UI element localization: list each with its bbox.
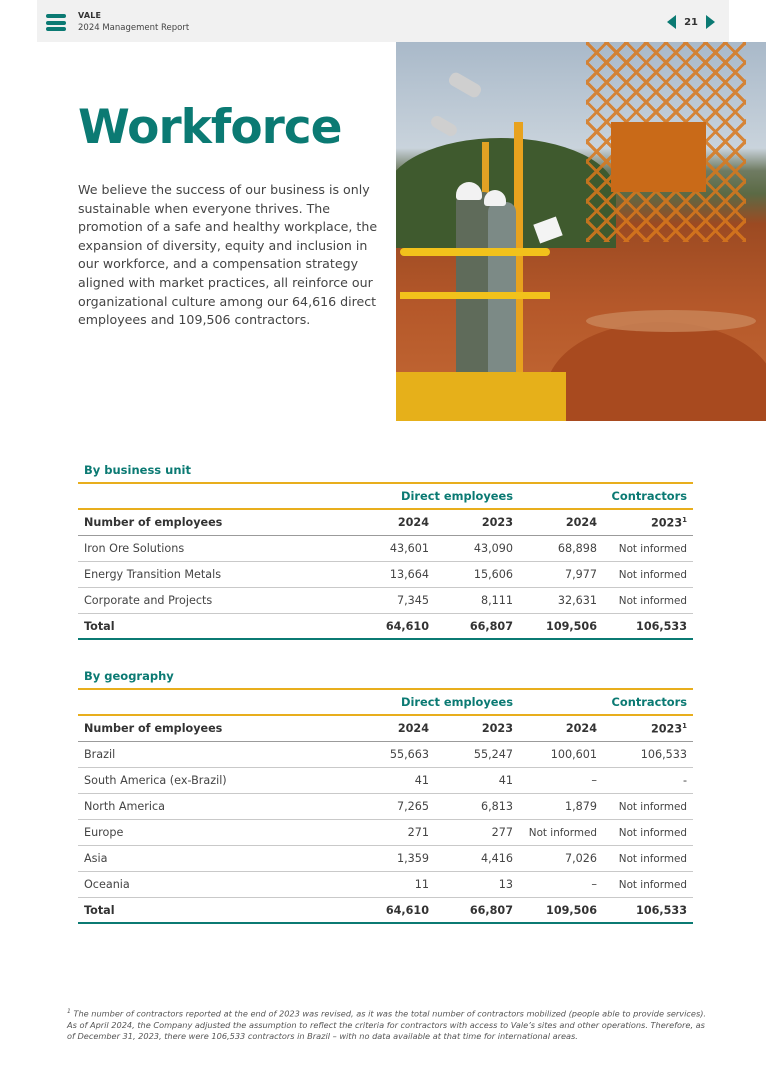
cell: 109,506 bbox=[519, 898, 603, 924]
cell: 66,807 bbox=[435, 614, 519, 640]
cell: 64,610 bbox=[349, 898, 435, 924]
column-header: Number of employees bbox=[78, 715, 349, 742]
table-year-header bbox=[78, 715, 693, 742]
page-title: Workforce bbox=[78, 100, 342, 155]
cell: – bbox=[519, 872, 603, 898]
intro-paragraph: We believe the success of our business is only sustainable when everyone thrives. The promotion of a safe and healthy workplace, the expansion of diversity, equity and inclusion in our workforce, and a compensation strategy aligned with market practices, all reinforce our organizational culture among our 64,616 direct employees and 109,506 contractors. bbox=[78, 182, 378, 328]
row-label: Total bbox=[78, 898, 349, 924]
cell: 7,345 bbox=[349, 588, 435, 614]
business-unit-label: By business unit bbox=[84, 463, 191, 477]
footnote bbox=[67, 1006, 707, 1043]
header-bar bbox=[37, 0, 729, 42]
cell: 32,631 bbox=[519, 588, 603, 614]
cell: 109,506 bbox=[519, 614, 603, 640]
cell: 7,265 bbox=[349, 794, 435, 820]
table-group-header bbox=[78, 689, 693, 715]
table-total-row bbox=[78, 614, 693, 640]
cell: Not informed bbox=[603, 794, 693, 820]
direct-employees-header: Direct employees bbox=[349, 689, 519, 715]
cell: 277 bbox=[435, 820, 519, 846]
menu-icon[interactable] bbox=[46, 14, 66, 31]
cell: - bbox=[603, 768, 693, 794]
cell: Not informed bbox=[603, 846, 693, 872]
cell: 1,359 bbox=[349, 846, 435, 872]
cell: 4,416 bbox=[435, 846, 519, 872]
page-number: 21 bbox=[684, 16, 698, 28]
footnote-marker: 1 bbox=[682, 721, 687, 730]
cell: 1,879 bbox=[519, 794, 603, 820]
workers-at-mine-photo bbox=[396, 42, 766, 421]
year-header: 2023 bbox=[435, 509, 519, 536]
footnote-text: The number of contractors reported at the end of 2023 was revised, as it was the total number of contractors mobilized (people able to provide services). As of April 2024, the Company adjusted the assumption to reflect the criteria for contractors with access to Vale’s sites and other operations. Therefore, as of December 31, 2023, there were 106,533 contractors in Brazil – with no data available at that time for international areas. bbox=[67, 1008, 707, 1042]
cell: 271 bbox=[349, 820, 435, 846]
cell: 6,813 bbox=[435, 794, 519, 820]
cell: 55,663 bbox=[349, 742, 435, 768]
table-row bbox=[78, 588, 693, 614]
table-row bbox=[78, 872, 693, 898]
cell: 13 bbox=[435, 872, 519, 898]
cell: 55,247 bbox=[435, 742, 519, 768]
year-header: 2024 bbox=[519, 715, 603, 742]
row-label: Corporate and Projects bbox=[78, 588, 349, 614]
cell: 66,807 bbox=[435, 898, 519, 924]
direct-employees-header: Direct employees bbox=[349, 483, 519, 509]
table-row bbox=[78, 820, 693, 846]
cell: Not informed bbox=[603, 588, 693, 614]
table-total-row bbox=[78, 898, 693, 924]
cell: 7,026 bbox=[519, 846, 603, 872]
row-label: Total bbox=[78, 614, 349, 640]
cell: Not informed bbox=[603, 820, 693, 846]
year-header: 2023 bbox=[435, 715, 519, 742]
table-row bbox=[78, 536, 693, 562]
year-header: 2023$^1$ bbox=[603, 509, 693, 536]
cell: 106,533 bbox=[603, 614, 693, 640]
cell: – bbox=[519, 768, 603, 794]
cell: 11 bbox=[349, 872, 435, 898]
page-navigation bbox=[667, 13, 715, 31]
row-label: Brazil bbox=[78, 742, 349, 768]
row-label: Europe bbox=[78, 820, 349, 846]
row-label: Energy Transition Metals bbox=[78, 562, 349, 588]
contractors-header: Contractors bbox=[519, 483, 693, 509]
cell: 106,533 bbox=[603, 898, 693, 924]
cell: 68,898 bbox=[519, 536, 603, 562]
column-header: Number of employees bbox=[78, 509, 349, 536]
cell: 15,606 bbox=[435, 562, 519, 588]
table-row bbox=[78, 742, 693, 768]
year-header: 2024 bbox=[519, 509, 603, 536]
geography-label: By geography bbox=[84, 669, 174, 683]
cell: Not informed bbox=[603, 536, 693, 562]
table-year-header bbox=[78, 509, 693, 536]
previous-page-icon[interactable] bbox=[667, 15, 676, 29]
cell: 43,090 bbox=[435, 536, 519, 562]
footnote-marker: 1 bbox=[682, 515, 687, 524]
cell: 7,977 bbox=[519, 562, 603, 588]
cell: 13,664 bbox=[349, 562, 435, 588]
row-label: Iron Ore Solutions bbox=[78, 536, 349, 562]
business-unit-table bbox=[78, 482, 693, 640]
geography-table bbox=[78, 688, 693, 924]
row-label: Oceania bbox=[78, 872, 349, 898]
report-title: 2024 Management Report bbox=[78, 23, 190, 33]
row-label: North America bbox=[78, 794, 349, 820]
cell: 41 bbox=[435, 768, 519, 794]
year-header: 2024 bbox=[349, 715, 435, 742]
cell: Not informed bbox=[603, 872, 693, 898]
table-row bbox=[78, 846, 693, 872]
cell: Not informed bbox=[519, 820, 603, 846]
cell: 43,601 bbox=[349, 536, 435, 562]
footnote-marker: 1 bbox=[67, 1008, 71, 1015]
next-page-icon[interactable] bbox=[706, 15, 715, 29]
brand-name: VALE bbox=[78, 11, 102, 20]
cell: 64,610 bbox=[349, 614, 435, 640]
cell: 100,601 bbox=[519, 742, 603, 768]
year-header: 2024 bbox=[349, 509, 435, 536]
table-row bbox=[78, 768, 693, 794]
contractors-header: Contractors bbox=[519, 689, 693, 715]
cell: 41 bbox=[349, 768, 435, 794]
year-header: 2023$^1$ bbox=[603, 715, 693, 742]
row-label: South America (ex-Brazil) bbox=[78, 768, 349, 794]
row-label: Asia bbox=[78, 846, 349, 872]
cell: 106,533 bbox=[603, 742, 693, 768]
table-row bbox=[78, 562, 693, 588]
table-group-header bbox=[78, 483, 693, 509]
cell: Not informed bbox=[603, 562, 693, 588]
cell: 8,111 bbox=[435, 588, 519, 614]
table-row bbox=[78, 794, 693, 820]
